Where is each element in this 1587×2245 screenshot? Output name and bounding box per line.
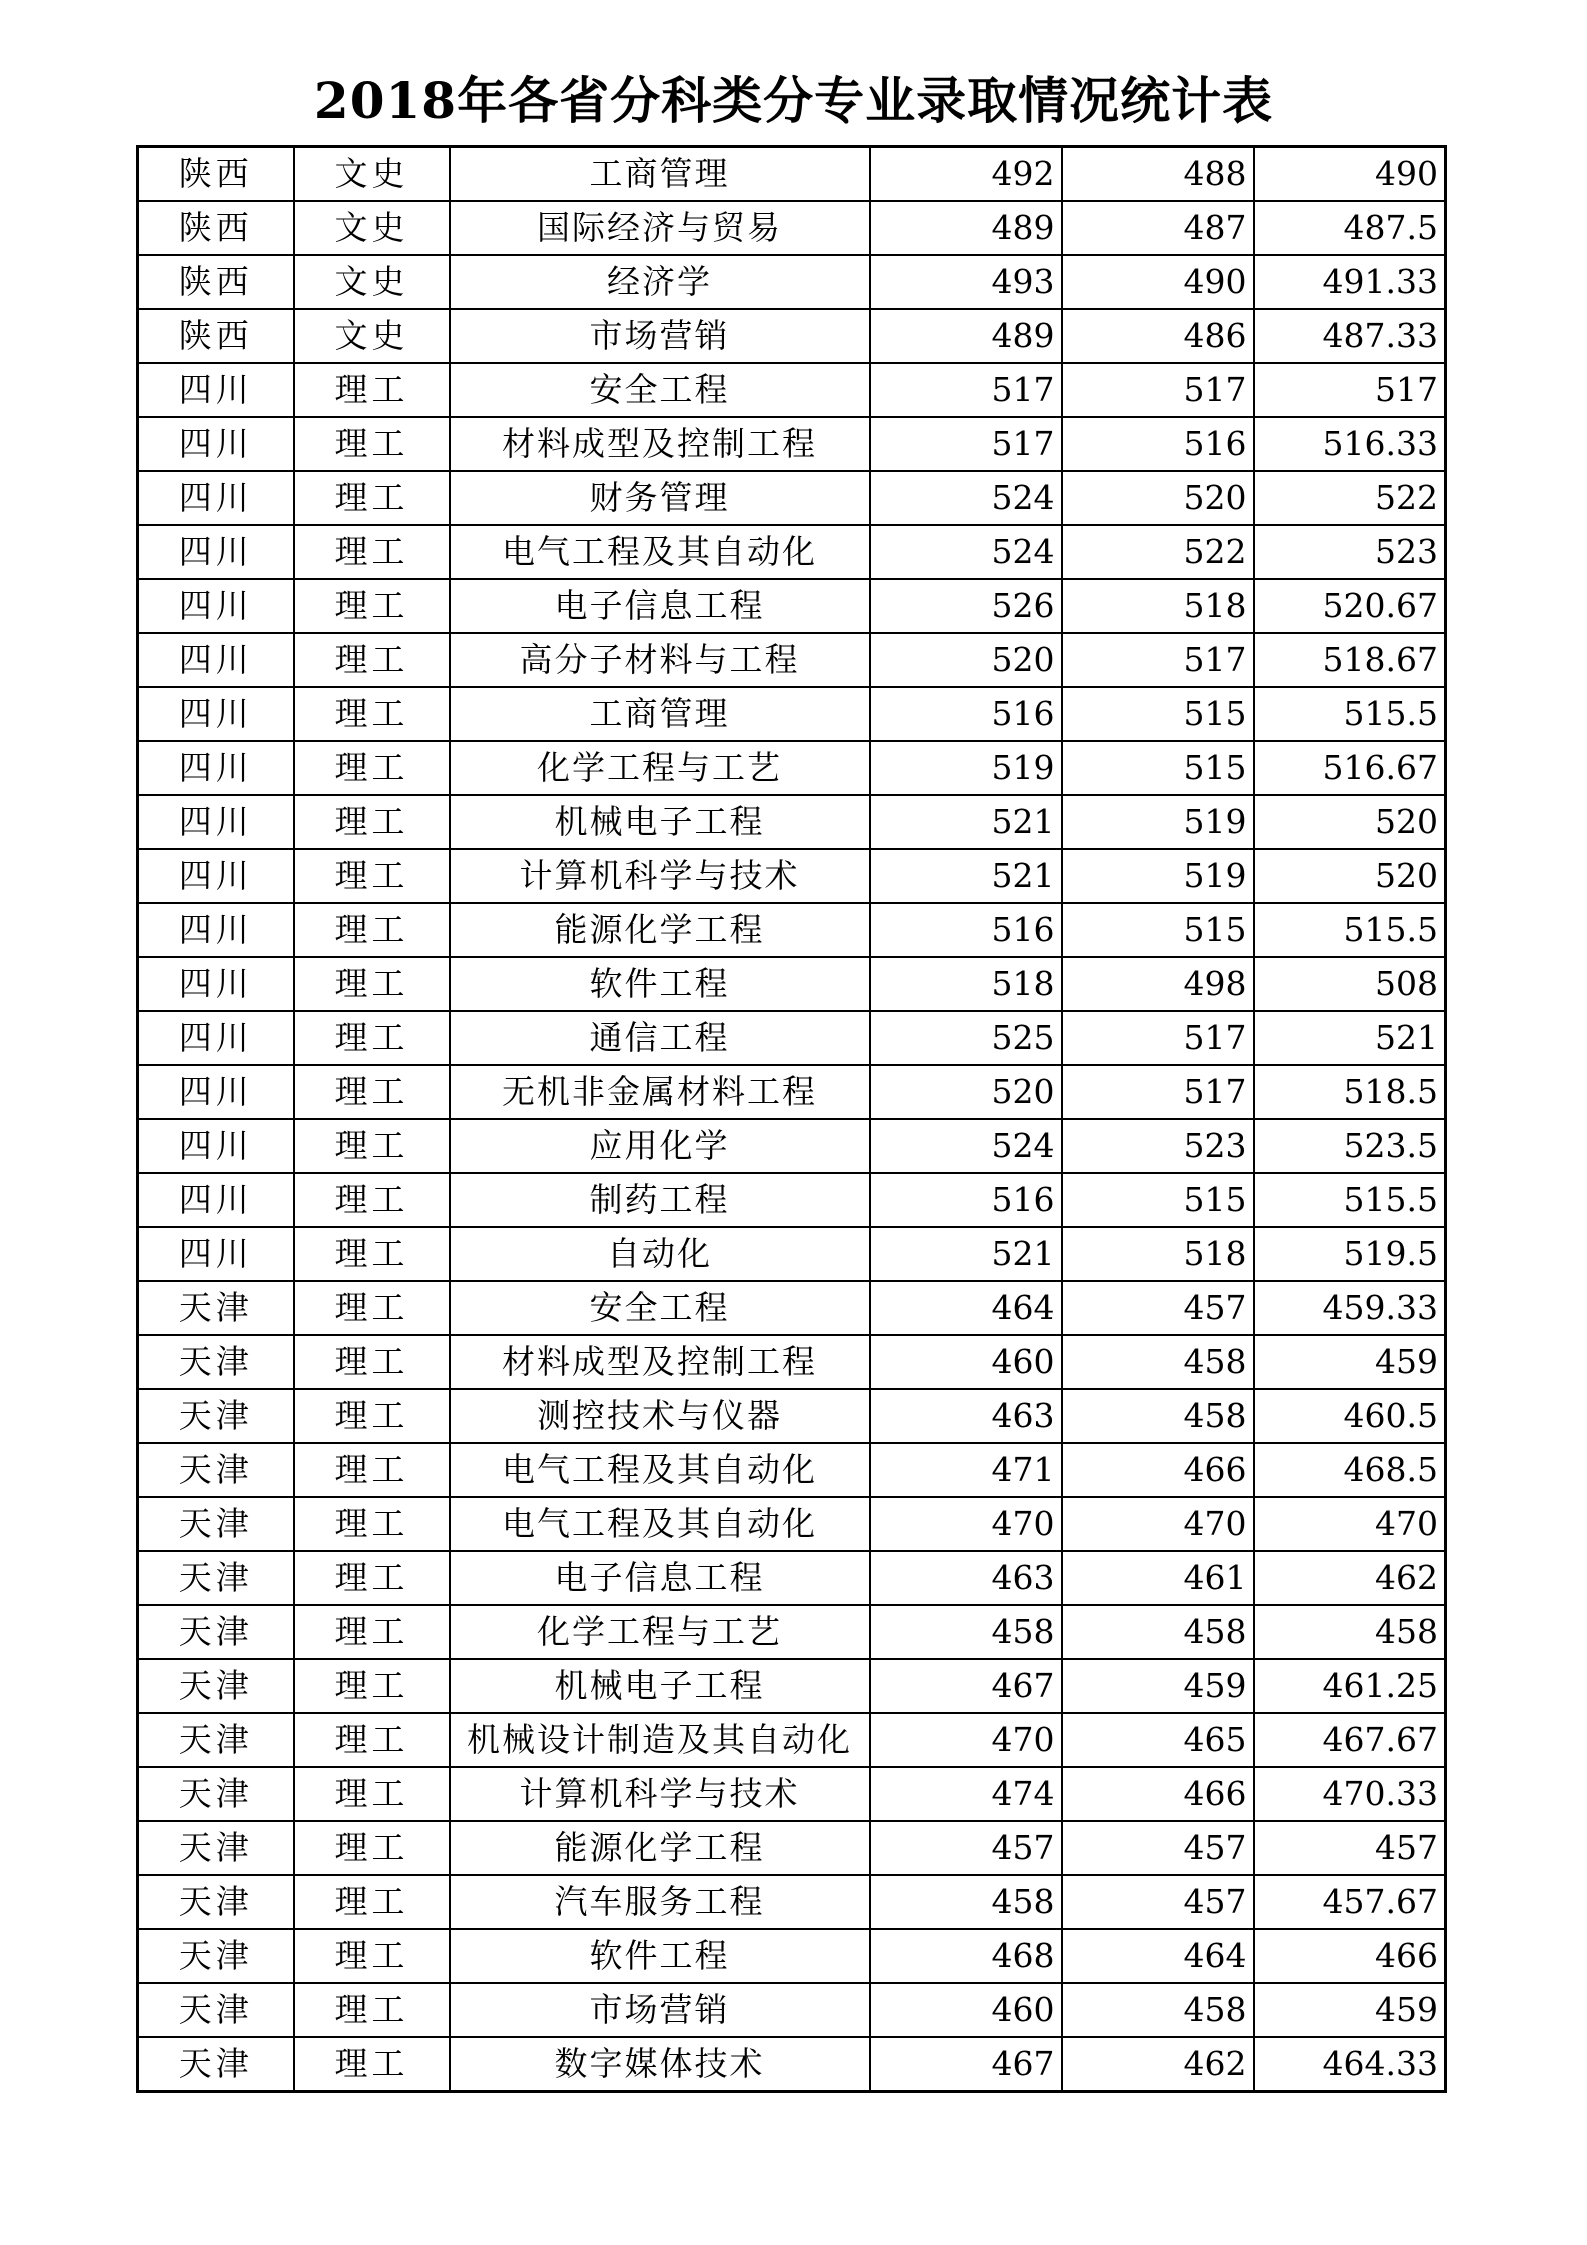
min-score-cell: 516 [1062,417,1254,471]
max-score-cell: 493 [870,255,1062,309]
category-cell: 理工 [294,741,450,795]
max-score-cell: 471 [870,1443,1062,1497]
province-cell: 陕西 [138,309,294,363]
table-row [138,1713,1446,1767]
min-score-cell: 458 [1062,1605,1254,1659]
avg-score-cell: 518.5 [1254,1065,1446,1119]
category-cell: 理工 [294,1065,450,1119]
avg-score-cell: 520 [1254,849,1446,903]
province-cell: 陕西 [138,147,294,202]
major-cell: 计算机科学与技术 [450,1767,870,1821]
max-score-cell: 489 [870,201,1062,255]
category-cell: 文史 [294,309,450,363]
min-score-cell: 487 [1062,201,1254,255]
major-cell: 制药工程 [450,1173,870,1227]
province-cell: 天津 [138,1929,294,1983]
major-cell: 测控技术与仪器 [450,1389,870,1443]
category-cell: 理工 [294,849,450,903]
table-row [138,1875,1446,1929]
admission-score-table [136,145,1447,2093]
max-score-cell: 516 [870,1173,1062,1227]
min-score-cell: 518 [1062,1227,1254,1281]
category-cell: 理工 [294,363,450,417]
table-row [138,1443,1446,1497]
avg-score-cell: 470.33 [1254,1767,1446,1821]
max-score-cell: 519 [870,741,1062,795]
avg-score-cell: 464.33 [1254,2037,1446,2092]
category-cell: 文史 [294,255,450,309]
avg-score-cell: 459.33 [1254,1281,1446,1335]
avg-score-cell: 470 [1254,1497,1446,1551]
max-score-cell: 524 [870,471,1062,525]
max-score-cell: 521 [870,1227,1062,1281]
province-cell: 天津 [138,1713,294,1767]
major-cell: 电气工程及其自动化 [450,1497,870,1551]
category-cell: 理工 [294,1983,450,2037]
avg-score-cell: 515.5 [1254,903,1446,957]
category-cell: 理工 [294,1821,450,1875]
table-row [138,417,1446,471]
min-score-cell: 458 [1062,1389,1254,1443]
min-score-cell: 518 [1062,579,1254,633]
avg-score-cell: 461.25 [1254,1659,1446,1713]
table-row [138,1497,1446,1551]
major-cell: 无机非金属材料工程 [450,1065,870,1119]
min-score-cell: 470 [1062,1497,1254,1551]
min-score-cell: 458 [1062,1983,1254,2037]
major-cell: 自动化 [450,1227,870,1281]
province-cell: 陕西 [138,201,294,255]
min-score-cell: 519 [1062,795,1254,849]
table-row [138,1011,1446,1065]
avg-score-cell: 457 [1254,1821,1446,1875]
max-score-cell: 520 [870,633,1062,687]
table-row [138,1821,1446,1875]
major-cell: 能源化学工程 [450,903,870,957]
major-cell: 材料成型及控制工程 [450,1335,870,1389]
min-score-cell: 457 [1062,1821,1254,1875]
category-cell: 理工 [294,525,450,579]
major-cell: 通信工程 [450,1011,870,1065]
table-row [138,2037,1446,2092]
table-row [138,579,1446,633]
major-cell: 高分子材料与工程 [450,633,870,687]
max-score-cell: 520 [870,1065,1062,1119]
table-row [138,903,1446,957]
max-score-cell: 463 [870,1551,1062,1605]
max-score-cell: 524 [870,525,1062,579]
table-row [138,1281,1446,1335]
category-cell: 理工 [294,1551,450,1605]
avg-score-cell: 515.5 [1254,687,1446,741]
major-cell: 财务管理 [450,471,870,525]
min-score-cell: 498 [1062,957,1254,1011]
major-cell: 汽车服务工程 [450,1875,870,1929]
category-cell: 理工 [294,903,450,957]
avg-score-cell: 462 [1254,1551,1446,1605]
major-cell: 机械电子工程 [450,1659,870,1713]
category-cell: 理工 [294,1011,450,1065]
avg-score-cell: 508 [1254,957,1446,1011]
avg-score-cell: 459 [1254,1335,1446,1389]
province-cell: 天津 [138,1821,294,1875]
table-row [138,147,1446,202]
max-score-cell: 458 [870,1605,1062,1659]
page-title: 2018年各省分科类分专业录取情况统计表 [313,71,1274,130]
max-score-cell: 464 [870,1281,1062,1335]
major-cell: 市场营销 [450,309,870,363]
table-row [138,741,1446,795]
category-cell: 理工 [294,1443,450,1497]
min-score-cell: 515 [1062,903,1254,957]
min-score-cell: 486 [1062,309,1254,363]
table-row [138,525,1446,579]
min-score-cell: 515 [1062,687,1254,741]
major-cell: 计算机科学与技术 [450,849,870,903]
major-cell: 应用化学 [450,1119,870,1173]
table-row [138,849,1446,903]
min-score-cell: 466 [1062,1767,1254,1821]
category-cell: 理工 [294,1713,450,1767]
avg-score-cell: 519.5 [1254,1227,1446,1281]
province-cell: 陕西 [138,255,294,309]
min-score-cell: 515 [1062,1173,1254,1227]
major-cell: 电子信息工程 [450,579,870,633]
min-score-cell: 517 [1062,363,1254,417]
max-score-cell: 474 [870,1767,1062,1821]
avg-score-cell: 491.33 [1254,255,1446,309]
major-cell: 数字媒体技术 [450,2037,870,2092]
avg-score-cell: 467.67 [1254,1713,1446,1767]
province-cell: 四川 [138,1011,294,1065]
province-cell: 天津 [138,1443,294,1497]
table-row [138,309,1446,363]
major-cell: 机械设计制造及其自动化 [450,1713,870,1767]
max-score-cell: 470 [870,1497,1062,1551]
min-score-cell: 515 [1062,741,1254,795]
category-cell: 理工 [294,1659,450,1713]
avg-score-cell: 523 [1254,525,1446,579]
province-cell: 天津 [138,2037,294,2092]
table-row [138,471,1446,525]
major-cell: 市场营销 [450,1983,870,2037]
avg-score-cell: 466 [1254,1929,1446,1983]
table-row [138,1119,1446,1173]
table-row [138,201,1446,255]
major-cell: 电气工程及其自动化 [450,1443,870,1497]
province-cell: 四川 [138,1173,294,1227]
max-score-cell: 460 [870,1983,1062,2037]
category-cell: 理工 [294,471,450,525]
min-score-cell: 517 [1062,1065,1254,1119]
table-row [138,1767,1446,1821]
min-score-cell: 458 [1062,1335,1254,1389]
category-cell: 理工 [294,1875,450,1929]
category-cell: 理工 [294,1767,450,1821]
major-cell: 化学工程与工艺 [450,741,870,795]
major-cell: 工商管理 [450,687,870,741]
min-score-cell: 517 [1062,633,1254,687]
province-cell: 四川 [138,417,294,471]
min-score-cell: 517 [1062,1011,1254,1065]
province-cell: 天津 [138,1497,294,1551]
max-score-cell: 516 [870,687,1062,741]
category-cell: 理工 [294,1497,450,1551]
max-score-cell: 517 [870,363,1062,417]
max-score-cell: 521 [870,849,1062,903]
major-cell: 材料成型及控制工程 [450,417,870,471]
table-row [138,795,1446,849]
major-cell: 机械电子工程 [450,795,870,849]
major-cell: 能源化学工程 [450,1821,870,1875]
avg-score-cell: 516.33 [1254,417,1446,471]
province-cell: 天津 [138,1659,294,1713]
province-cell: 四川 [138,849,294,903]
max-score-cell: 470 [870,1713,1062,1767]
min-score-cell: 519 [1062,849,1254,903]
province-cell: 四川 [138,741,294,795]
table-row [138,363,1446,417]
province-cell: 四川 [138,903,294,957]
province-cell: 四川 [138,687,294,741]
province-cell: 四川 [138,1227,294,1281]
min-score-cell: 464 [1062,1929,1254,1983]
major-cell: 经济学 [450,255,870,309]
province-cell: 四川 [138,633,294,687]
max-score-cell: 489 [870,309,1062,363]
min-score-cell: 462 [1062,2037,1254,2092]
major-cell: 电气工程及其自动化 [450,525,870,579]
table-row [138,957,1446,1011]
category-cell: 理工 [294,1605,450,1659]
max-score-cell: 524 [870,1119,1062,1173]
avg-score-cell: 522 [1254,471,1446,525]
max-score-cell: 463 [870,1389,1062,1443]
avg-score-cell: 487.5 [1254,201,1446,255]
avg-score-cell: 518.67 [1254,633,1446,687]
max-score-cell: 467 [870,1659,1062,1713]
province-cell: 天津 [138,1281,294,1335]
table-body [138,147,1446,2092]
province-cell: 天津 [138,1389,294,1443]
avg-score-cell: 515.5 [1254,1173,1446,1227]
min-score-cell: 466 [1062,1443,1254,1497]
category-cell: 理工 [294,579,450,633]
min-score-cell: 520 [1062,471,1254,525]
max-score-cell: 516 [870,903,1062,957]
avg-score-cell: 490 [1254,147,1446,202]
max-score-cell: 525 [870,1011,1062,1065]
min-score-cell: 457 [1062,1875,1254,1929]
avg-score-cell: 520.67 [1254,579,1446,633]
table-row [138,687,1446,741]
table-row [138,1389,1446,1443]
category-cell: 理工 [294,417,450,471]
category-cell: 文史 [294,201,450,255]
category-cell: 理工 [294,795,450,849]
max-score-cell: 517 [870,417,1062,471]
min-score-cell: 490 [1062,255,1254,309]
category-cell: 理工 [294,1173,450,1227]
province-cell: 天津 [138,1551,294,1605]
table-row [138,1983,1446,2037]
province-cell: 四川 [138,363,294,417]
avg-score-cell: 516.67 [1254,741,1446,795]
table-row [138,1227,1446,1281]
avg-score-cell: 459 [1254,1983,1446,2037]
major-cell: 电子信息工程 [450,1551,870,1605]
max-score-cell: 518 [870,957,1062,1011]
table-row [138,1659,1446,1713]
avg-score-cell: 521 [1254,1011,1446,1065]
major-cell: 国际经济与贸易 [450,201,870,255]
category-cell: 理工 [294,957,450,1011]
province-cell: 天津 [138,1875,294,1929]
max-score-cell: 468 [870,1929,1062,1983]
major-cell: 软件工程 [450,1929,870,1983]
category-cell: 理工 [294,1929,450,1983]
province-cell: 四川 [138,1119,294,1173]
province-cell: 四川 [138,795,294,849]
major-cell: 安全工程 [450,363,870,417]
category-cell: 理工 [294,1227,450,1281]
table-row [138,1173,1446,1227]
min-score-cell: 457 [1062,1281,1254,1335]
category-cell: 理工 [294,2037,450,2092]
province-cell: 四川 [138,1065,294,1119]
avg-score-cell: 457.67 [1254,1875,1446,1929]
table-row [138,1605,1446,1659]
min-score-cell: 523 [1062,1119,1254,1173]
table-row [138,255,1446,309]
max-score-cell: 521 [870,795,1062,849]
max-score-cell: 458 [870,1875,1062,1929]
province-cell: 天津 [138,1335,294,1389]
avg-score-cell: 460.5 [1254,1389,1446,1443]
table-row [138,633,1446,687]
category-cell: 理工 [294,1281,450,1335]
avg-score-cell: 487.33 [1254,309,1446,363]
avg-score-cell: 458 [1254,1605,1446,1659]
major-cell: 化学工程与工艺 [450,1605,870,1659]
avg-score-cell: 517 [1254,363,1446,417]
table-row [138,1065,1446,1119]
min-score-cell: 465 [1062,1713,1254,1767]
major-cell: 工商管理 [450,147,870,202]
category-cell: 理工 [294,1119,450,1173]
max-score-cell: 460 [870,1335,1062,1389]
province-cell: 天津 [138,1605,294,1659]
avg-score-cell: 468.5 [1254,1443,1446,1497]
province-cell: 天津 [138,1767,294,1821]
max-score-cell: 526 [870,579,1062,633]
table-row [138,1929,1446,1983]
category-cell: 理工 [294,1335,450,1389]
major-cell: 安全工程 [450,1281,870,1335]
max-score-cell: 492 [870,147,1062,202]
max-score-cell: 467 [870,2037,1062,2092]
table-row [138,1551,1446,1605]
min-score-cell: 461 [1062,1551,1254,1605]
max-score-cell: 457 [870,1821,1062,1875]
province-cell: 四川 [138,525,294,579]
category-cell: 理工 [294,1389,450,1443]
province-cell: 四川 [138,957,294,1011]
min-score-cell: 488 [1062,147,1254,202]
category-cell: 理工 [294,687,450,741]
category-cell: 文史 [294,147,450,202]
major-cell: 软件工程 [450,957,870,1011]
province-cell: 四川 [138,579,294,633]
min-score-cell: 522 [1062,525,1254,579]
table-row [138,1335,1446,1389]
province-cell: 天津 [138,1983,294,2037]
province-cell: 四川 [138,471,294,525]
min-score-cell: 459 [1062,1659,1254,1713]
avg-score-cell: 523.5 [1254,1119,1446,1173]
category-cell: 理工 [294,633,450,687]
avg-score-cell: 520 [1254,795,1446,849]
